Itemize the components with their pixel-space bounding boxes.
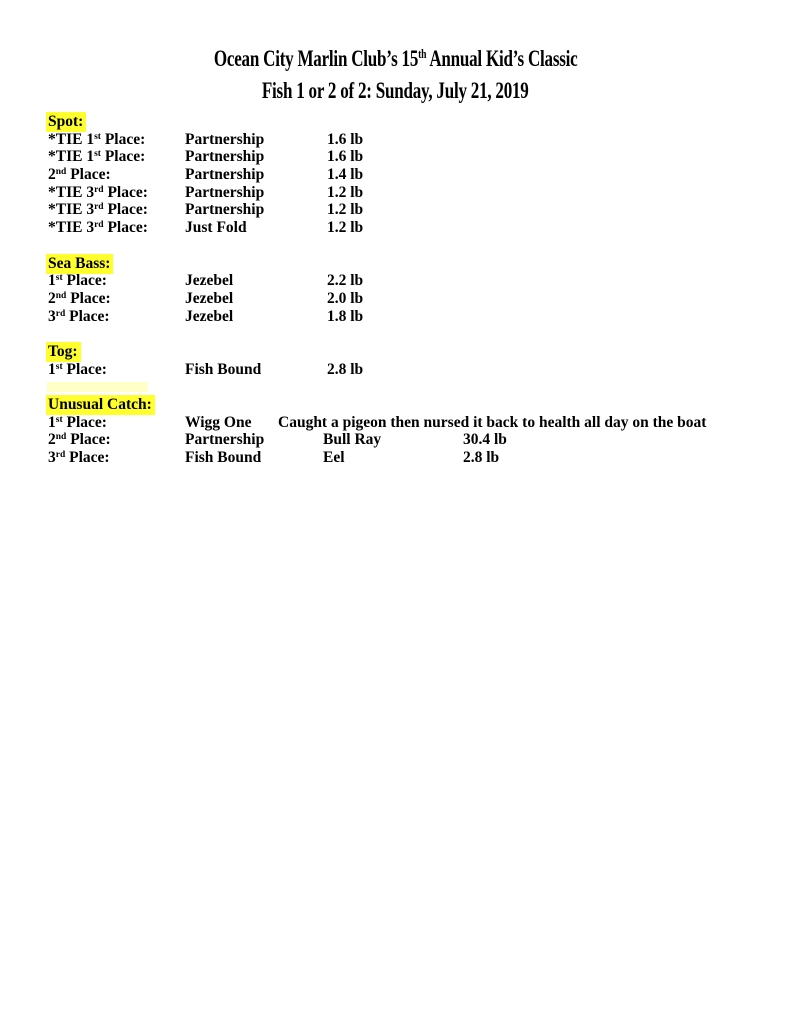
weight-value: 1.8 lb (327, 307, 364, 325)
weight-value: 1.2 lb (327, 183, 364, 201)
weight-value: 2.8 lb (327, 360, 364, 378)
place-label: 2nd Place: (48, 289, 111, 307)
title-line-1 (0, 44, 791, 76)
weight-value: 1.2 lb (327, 219, 364, 237)
result-row (48, 361, 768, 379)
weight-value: 1.4 lb (327, 166, 364, 184)
result-row (48, 219, 768, 237)
results-body (48, 113, 768, 467)
faint-highlight-residue (47, 382, 148, 392)
title-line-1-text-end: Annual Kid’s Classic (426, 46, 578, 71)
result-row (48, 148, 768, 166)
place-label: 3rd Place: (48, 307, 110, 325)
boat-name: Jezebel (185, 307, 234, 325)
place-label: *TIE 3rd Place: (48, 183, 148, 201)
boat-name: Partnership (185, 183, 265, 201)
place-label: 3rd Place: (48, 449, 110, 467)
result-row (48, 431, 768, 449)
weight-value: 2.8 lb (463, 449, 500, 467)
result-row (48, 184, 768, 202)
place-label: 1st Place: (48, 360, 107, 378)
boat-name: Jezebel (185, 289, 234, 307)
result-row (48, 449, 768, 467)
result-row (48, 290, 768, 308)
boat-name: Partnership (185, 431, 265, 449)
title-line-2-text: Fish 1 or 2 of 2: Sunday, July 21, 2019 (262, 78, 529, 103)
catch-description: Caught a pigeon then nursed it back to health all day on the boat (278, 413, 707, 431)
section-header-tog (48, 343, 768, 361)
result-row (48, 414, 768, 432)
species-name: Bull Ray (323, 431, 382, 449)
section-header-sea-bass-label: Sea Bass: (46, 254, 113, 274)
boat-name: Jezebel (185, 272, 234, 290)
title-ordinal-superscript: th (417, 46, 427, 61)
boat-name: Fish Bound (185, 360, 262, 378)
place-label: *TIE 3rd Place: (48, 219, 148, 237)
weight-value: 30.4 lb (463, 431, 507, 449)
section-header-spot (48, 113, 768, 131)
result-row (48, 131, 768, 149)
result-row (48, 166, 768, 184)
place-label: *TIE 3rd Place: (48, 201, 148, 219)
boat-name: Wigg One (185, 413, 252, 431)
boat-name: Partnership (185, 166, 265, 184)
section-spacer (48, 237, 768, 255)
boat-name: Partnership (185, 130, 265, 148)
section-header-unusual-catch (48, 396, 768, 414)
document-title (0, 44, 791, 105)
section-header-sea-bass (48, 255, 768, 273)
weight-value: 1.6 lb (327, 130, 364, 148)
weight-value: 2.0 lb (327, 289, 364, 307)
weight-value: 1.2 lb (327, 201, 364, 219)
result-row (48, 308, 768, 326)
place-label: 2nd Place: (48, 431, 111, 449)
place-label: 2nd Place: (48, 166, 111, 184)
boat-name: Fish Bound (185, 449, 262, 467)
place-label: 1st Place: (48, 413, 107, 431)
boat-name: Partnership (185, 148, 265, 166)
title-line-1-text: Ocean City Marlin Club’s 15 (213, 46, 418, 71)
place-label: 1st Place: (48, 272, 107, 290)
weight-value: 1.6 lb (327, 148, 364, 166)
section-header-unusual-catch-label: Unusual Catch: (46, 395, 155, 415)
boat-name: Partnership (185, 201, 265, 219)
result-row (48, 201, 768, 219)
weight-value: 2.2 lb (327, 272, 364, 290)
section-header-tog-label: Tog: (46, 342, 81, 362)
result-row (48, 272, 768, 290)
place-label: *TIE 1st Place: (48, 148, 146, 166)
section-spacer (48, 325, 768, 343)
title-line-2 (0, 76, 791, 105)
boat-name: Just Fold (185, 219, 247, 237)
species-name: Eel (323, 449, 345, 467)
section-header-spot-label: Spot: (46, 112, 86, 132)
place-label: *TIE 1st Place: (48, 130, 146, 148)
section-spacer (48, 378, 768, 396)
